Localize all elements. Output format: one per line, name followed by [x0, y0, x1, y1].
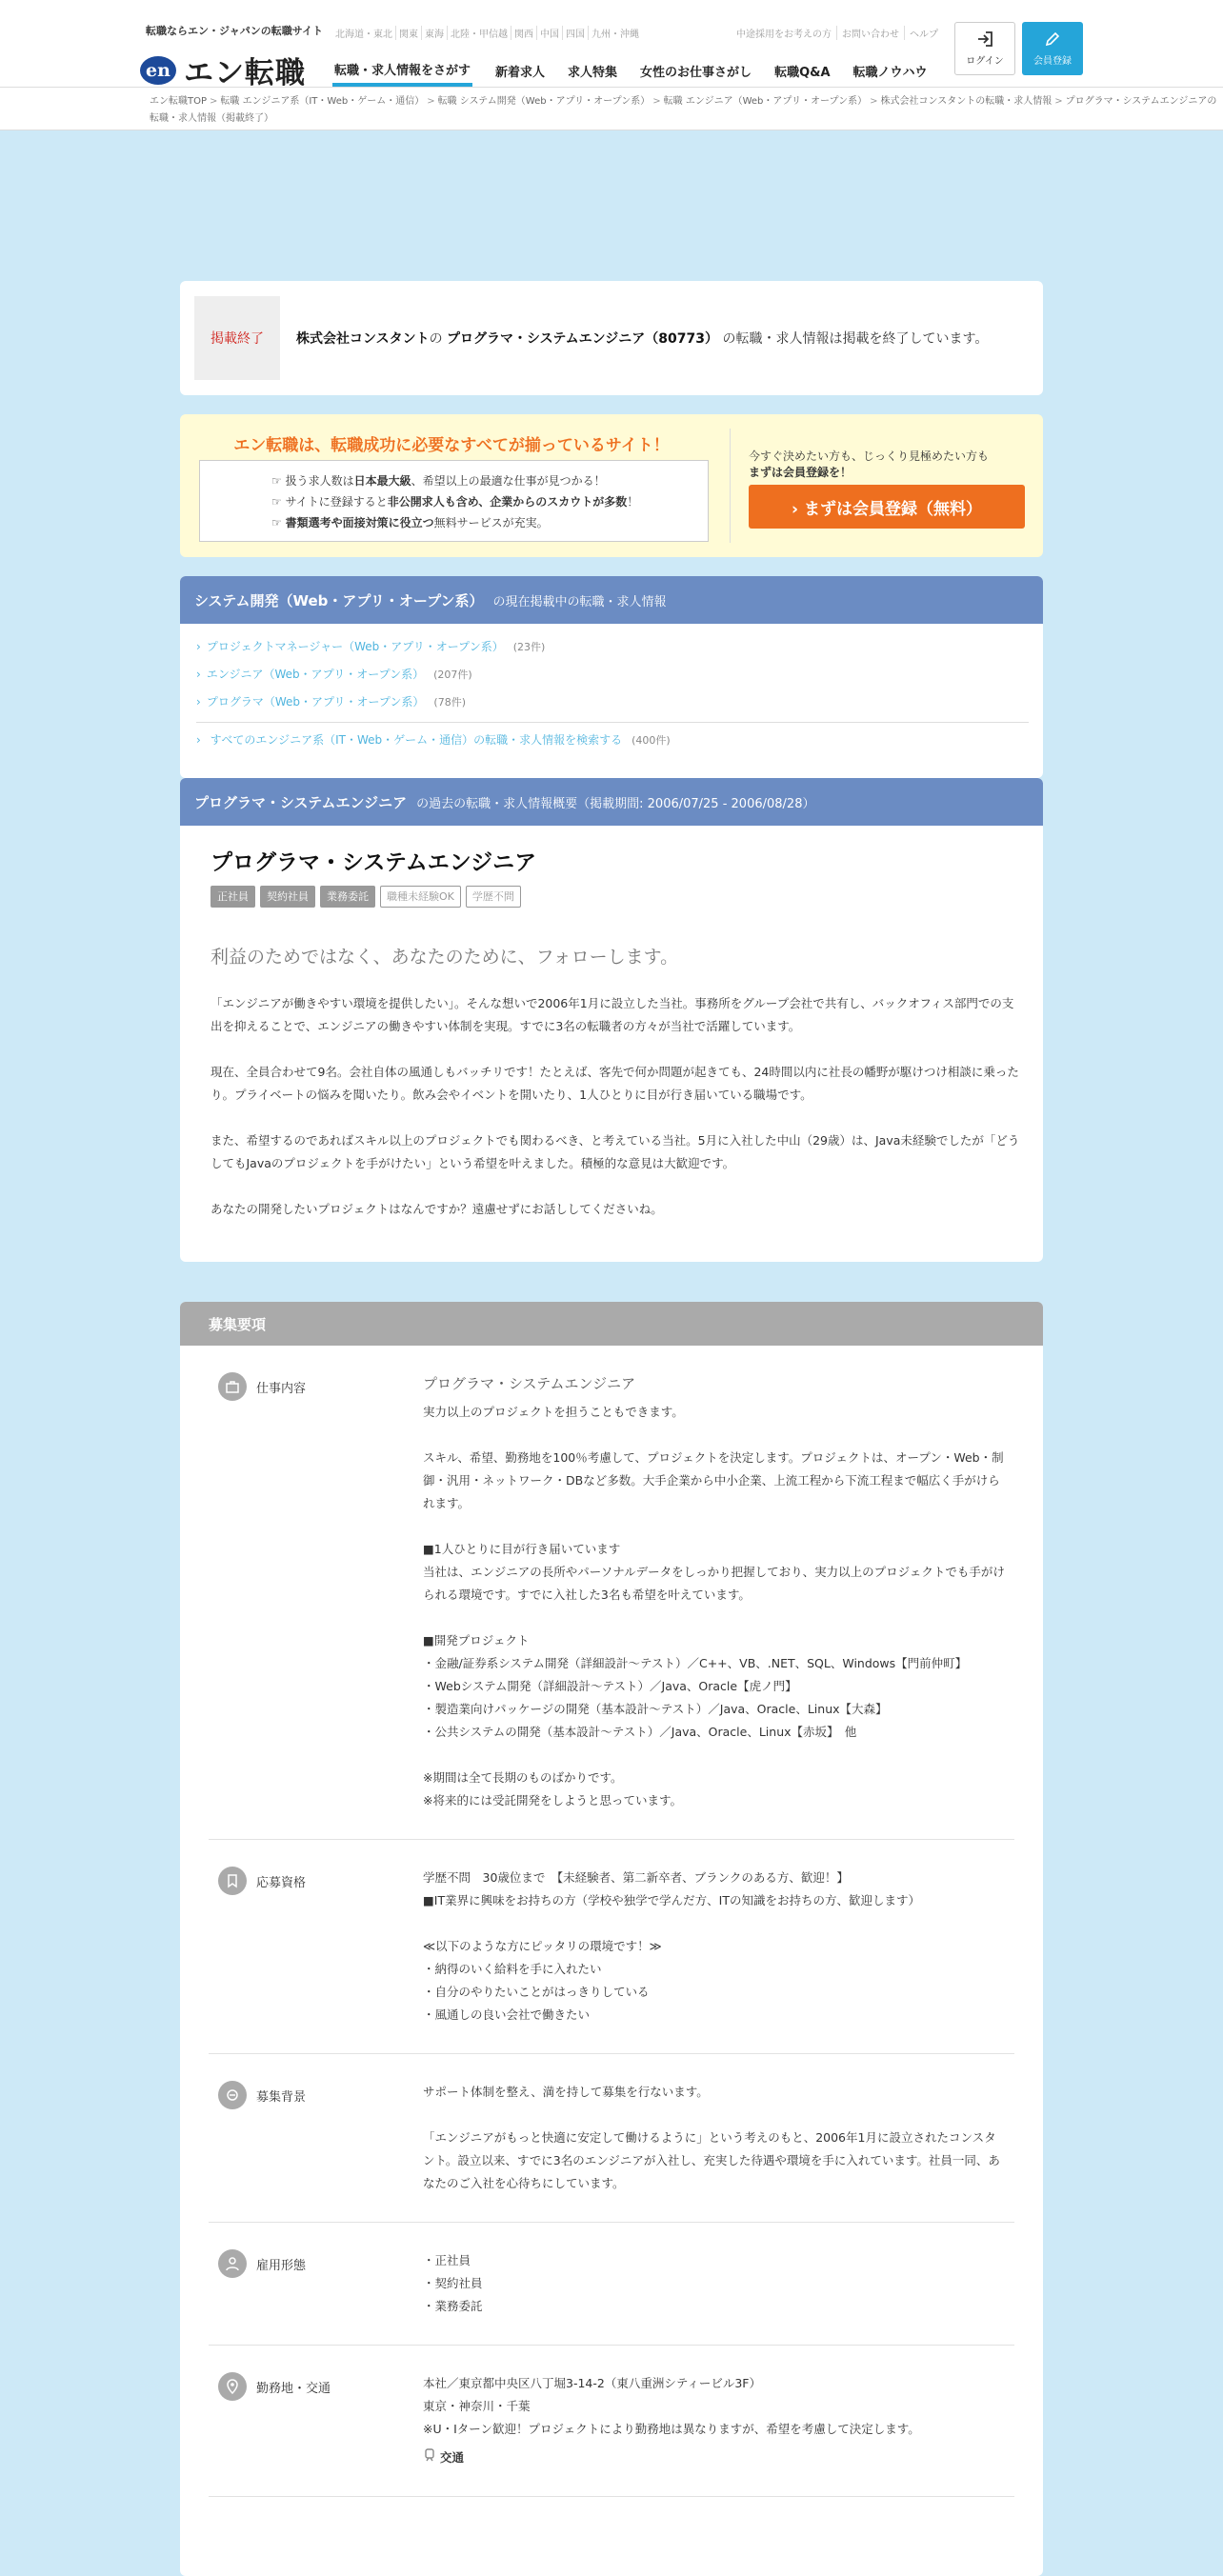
promo-point-bold: 書類選考や面接対策に役立つ: [285, 516, 434, 529]
member-register-cta[interactable]: › まずは会員登録（無料）: [749, 485, 1025, 529]
register-label: 会員登録: [1033, 56, 1072, 67]
bookmark-icon: [218, 1867, 247, 1895]
train-icon: [423, 2446, 436, 2469]
recruit-section-label: [218, 2372, 331, 2401]
ended-badge: 掲載終了: [194, 296, 280, 380]
recruit-section: [209, 1840, 1014, 2054]
promo-point-text: 扱う求人数は: [285, 474, 354, 488]
recruit-section: [209, 1346, 1014, 1840]
transport-subheading: [423, 2446, 1005, 2469]
region-link[interactable]: 北海道・東北: [332, 26, 396, 40]
recruit-section-text: [423, 2054, 1014, 2222]
promo-point-text: 無料サービスが充実。: [433, 516, 549, 529]
breadcrumb-separator: >: [427, 96, 435, 107]
category-count: (23件): [512, 641, 546, 653]
utility-link[interactable]: 中途採用をお考えの方: [732, 26, 837, 40]
overview-paragraph: 「エンジニアが働きやすい環境を提供したい」。そんな想いで2006年1月に設立した当社。事務所をグループ会社で共有し、バックオフィス部門での支出を抑えることで、エンジニアの働きやすい体制を実現。すでに3名の転職者の方々が当社で活躍しています。: [211, 996, 1014, 1033]
breadcrumb: [0, 88, 1223, 130]
utility-link[interactable]: ヘルプ: [910, 30, 938, 40]
recruit-section-label: [218, 2081, 306, 2109]
pencil-icon: [1044, 30, 1061, 48]
register-button[interactable]: [1022, 22, 1083, 75]
promo-point: [271, 491, 708, 512]
promo-point-bold: 非公開求人も含め、企業からのスカウトが多数: [387, 495, 628, 509]
login-icon: [976, 30, 993, 48]
nav-item[interactable]: 求人特集: [568, 66, 618, 80]
region-link[interactable]: 九州・沖縄: [591, 30, 639, 40]
recruit-label-text: 雇用形態: [256, 2258, 307, 2273]
listing-category-link[interactable]: [196, 633, 1029, 661]
recruit-label-text: 仕事内容: [256, 1381, 307, 1396]
employment-tag: 業務委託: [320, 886, 375, 908]
recruit-section-label: [218, 1867, 306, 1895]
promo-point-text: ！: [627, 495, 639, 509]
region-link[interactable]: 中国: [537, 26, 563, 40]
nav-item[interactable]: 転職ノウハウ: [852, 66, 928, 80]
category-label: エンジニア（Web・アプリ・オープン系）: [206, 668, 425, 681]
recruit-label-text: 勤務地・交通: [256, 2381, 331, 2396]
overview-header: [180, 778, 1043, 826]
promo-points: [199, 460, 709, 542]
company-name: 株式会社コンスタント: [296, 331, 430, 347]
region-link[interactable]: 東海: [422, 26, 448, 40]
current-listings-panel: [180, 576, 1043, 778]
promo-divider: [730, 429, 731, 543]
breadcrumb-item[interactable]: 転職 エンジニア系（IT・Web・ゲーム・通信）: [220, 96, 425, 107]
nav-item[interactable]: 転職Q&A: [774, 66, 831, 80]
search-all-label: すべてのエンジニア系（IT・Web・ゲーム・通信）の転職・求人情報を検索する: [210, 733, 623, 747]
overview-paragraph: また、希望するのであればスキル以上のプロジェクトでも関わるべき、と考えている当社。5月に入社した中山（29歳）は、Java未経験でしたが「どうしてもJavaのプロジェクトを手がけたい」という希望を叶えました。積極的な意見は大歓迎です。: [211, 1133, 1020, 1170]
location-pin-icon: [218, 2372, 247, 2401]
recruitment-details: [180, 1302, 1043, 2576]
listing-category-link[interactable]: [196, 689, 1029, 716]
recruit-label-text: 応募資格: [256, 1875, 307, 1890]
nav-item[interactable]: 新着求人: [495, 66, 546, 80]
login-label: ログイン: [966, 56, 1004, 67]
promo-right-text: [749, 449, 989, 481]
promo-banner: [180, 414, 1043, 557]
logo-name: エン転職: [184, 56, 306, 90]
search-all-count: (400件): [632, 734, 671, 747]
listing-category-link[interactable]: [196, 661, 1029, 689]
recruit-section-body: 実力以上のプロジェクトを担うこともできます。 スキル、希望、勤務地を100％考慮して、プロジェクトを決定します。プロジェクトは、オープン・Web・制御・汎用・ネットワーク・DBなど多数。大手企業から中小企業、上流工程から下流工程まで幅広く手がけられます。 ■1人ひとりに目が行き届いています 当社は、エンジニアの長所やパーソナルデータをしっかり把握しており、実力以上のプロジェクトでも手がけられる環境です。すでに入社した3名も希望を叶えています。 ■開発プロジェクト ・金融/証券系システム開発（詳細設計～テスト）／C++、VB、.NET、SQL、Windows【門前仲町】 ・Webシステム開発（詳細設計～テスト）／Java、Oracle【虎ノ門】 ・製造業向けパッケージの開発（基本設計～テスト）／Java、Oracle、Linux【大森】 ・公共システムの開発（基本設計～テスト）／Java、Oracle、Linux【赤坂】 他 ※期間は全て長期のものばかりです。 ※将来的には受託開発をしようと思っています。: [423, 1405, 1005, 1807]
breadcrumb-item[interactable]: 転職 エンジニア（Web・アプリ・オープン系）: [663, 96, 868, 107]
breadcrumb-separator: >: [870, 96, 878, 107]
ended-suffix: の転職・求人情報は掲載を終了しています。: [722, 331, 989, 347]
breadcrumb-separator: >: [210, 96, 218, 107]
recruit-section-text: [423, 2223, 1014, 2345]
utility-link[interactable]: お問い合わせ: [837, 26, 905, 40]
job-title: プログラマ・システムエンジニア: [211, 850, 537, 875]
promo-point: [271, 470, 708, 491]
feature-tag: 学歴不問: [466, 886, 521, 908]
promo-point-bold: 日本最大級: [353, 474, 411, 488]
region-link[interactable]: 四国: [563, 26, 589, 40]
promo-title: エン転職は、転職成功に必要なすべてが揃っているサイト！: [233, 436, 670, 455]
promo-right-line-bold: まずは会員登録を！: [749, 466, 852, 479]
recruit-section: [209, 2223, 1014, 2346]
category-count: (207件): [433, 669, 472, 681]
recruit-section-body: ・正社員 ・契約社員 ・業務委託: [423, 2253, 483, 2313]
site-logo[interactable]: [140, 21, 333, 91]
pointing-hand-icon: ☞: [271, 495, 286, 509]
overview-subtitle: の過去の転職・求人情報概要（掲載期間: 2006/07/25 - 2006/08/28）: [416, 796, 815, 811]
category-label: プログラマ（Web・アプリ・オープン系）: [206, 695, 425, 709]
nav-item[interactable]: 女性のお仕事さがし: [640, 66, 752, 80]
current-listings-header: [180, 576, 1043, 624]
recruit-section-label: [218, 2249, 306, 2278]
breadcrumb-item: プログラマ・システムエンジニアの転職・求人情報（掲載終了）: [150, 96, 1217, 124]
recruit-section: [209, 2346, 1014, 2497]
recruitment-header: 募集要項: [180, 1302, 1043, 1346]
region-links: [332, 26, 642, 40]
recruit-section-heading: プログラマ・システムエンジニア: [423, 1375, 636, 1392]
region-link[interactable]: 北陸・甲信越: [448, 26, 511, 40]
person-icon: [218, 2249, 247, 2278]
ended-message: [296, 329, 988, 348]
logo-tagline: 転職ならエン・ジャパンの転職サイト: [146, 25, 324, 37]
utility-links: [732, 26, 943, 40]
transport-label: 交通: [440, 2450, 465, 2465]
recruit-label-text: 募集背景: [256, 2089, 307, 2105]
breadcrumb-item[interactable]: 株式会社コンスタントの転職・求人情報: [880, 96, 1053, 107]
feature-tag: 職種未経験OK: [380, 886, 461, 908]
handshake-icon: [218, 2081, 247, 2109]
category-count: (78件): [433, 696, 467, 709]
overview-paragraph: 現在、全員合わせて9名。会社自体の風通しもバッチリです！たとえば、客先で何か問題が起きても、24時間以内に社長の幡野が駆けつけ相談に乗ったり。プライベートの悩みを聞いたり。飲み会やイベントを開いたり、1人ひとりに目が行き届いている職場です。: [211, 1065, 1019, 1102]
breadcrumb-separator: >: [652, 96, 661, 107]
login-button[interactable]: [954, 22, 1015, 75]
breadcrumb-item[interactable]: エン転職TOP: [150, 96, 208, 107]
employment-tag: 正社員: [211, 886, 255, 908]
overview-body: [211, 992, 1020, 1244]
current-listings-title: システム開発（Web・アプリ・オープン系）: [194, 591, 484, 609]
overview-title: プログラマ・システムエンジニア: [194, 793, 408, 811]
region-link[interactable]: 関西: [511, 26, 537, 40]
category-label: プロジェクトマネージャー（Web・アプリ・オープン系）: [206, 640, 504, 653]
job-tags: [211, 886, 526, 908]
global-nav: [332, 55, 951, 87]
breadcrumb-item[interactable]: 転職 システム開発（Web・アプリ・オープン系）: [437, 96, 651, 107]
recruit-section-text: [423, 2346, 1014, 2496]
promo-right-line: 今すぐ決めたい方も、じっくり見極めたい方も: [749, 449, 990, 463]
promo-point-text: 、希望以上の最適な仕事が見つかる！: [411, 474, 606, 488]
en-logo-mark: en: [140, 56, 176, 85]
recruit-section: [209, 2054, 1014, 2223]
employment-tag: 契約社員: [260, 886, 315, 908]
search-all-engineer-link[interactable]: [196, 722, 1029, 754]
pointing-hand-icon: ☞: [271, 474, 286, 488]
listing-ended-notice: [180, 281, 1043, 395]
overview-paragraph: あなたの開発したいプロジェクトはなんですか？遠慮せずにお話ししてくださいね。: [211, 1202, 663, 1216]
breadcrumb-separator: >: [1054, 96, 1063, 107]
recruit-section-body: サポート体制を整え、満を持して募集を行ないます。 「エンジニアがもっと快適に安定して働けるように」という考えのもと、2006年1月に設立されたコンスタント。設立以来、すでに3名のエンジニアが入社し、充実した待遇や環境を手に入れています。社員一同、あなたのご入社を心待ちにしています。: [423, 2085, 1000, 2190]
site-header: [0, 0, 1223, 88]
recruit-section-text: [423, 1346, 1014, 1839]
promo-point-text: サイトに登録すると: [285, 495, 388, 509]
ended-of: の: [429, 331, 443, 347]
current-listings-list: [180, 624, 1043, 754]
promo-point: [271, 512, 708, 533]
catch-copy: 利益のためではなく、あなたのために、フォローします。: [211, 947, 679, 968]
recruit-section-label: [218, 1372, 306, 1401]
briefcase-icon: [218, 1372, 247, 1401]
recruit-section-body: 本社／東京都中央区八丁堀3-14-2（東八重洲シティービル3F） 東京・神奈川・千葉 ※U・Iターン歓迎！プロジェクトにより勤務地は異なりますが、希望を考慮して決定します。: [423, 2376, 920, 2436]
ended-job-name: プログラマ・システムエンジニア（80773）: [447, 331, 719, 347]
nav-item[interactable]: 転職・求人情報をさがす: [332, 55, 472, 87]
job-overview-panel: [180, 778, 1043, 1262]
current-listings-subtitle: の現在掲載中の転職・求人情報: [492, 594, 667, 609]
region-link[interactable]: 関東: [396, 26, 422, 40]
recruit-section-text: [423, 1840, 1014, 2053]
recruit-section-body: 学歴不問 30歳位まで 【未経験者、第二新卒者、ブランクのある方、歓迎！】 ■IT業界に興味をお持ちの方（学校や独学で学んだ方、ITの知識をお持ちの方、歓迎します） ≪以下のような方にピッタリの環境です！≫ ・納得のいく給料を手に入れたい ・自分のやりたいことがはっきりしている ・風通しの良い会社で働きたい: [423, 1870, 920, 2022]
pointing-hand-icon: ☞: [271, 516, 286, 529]
